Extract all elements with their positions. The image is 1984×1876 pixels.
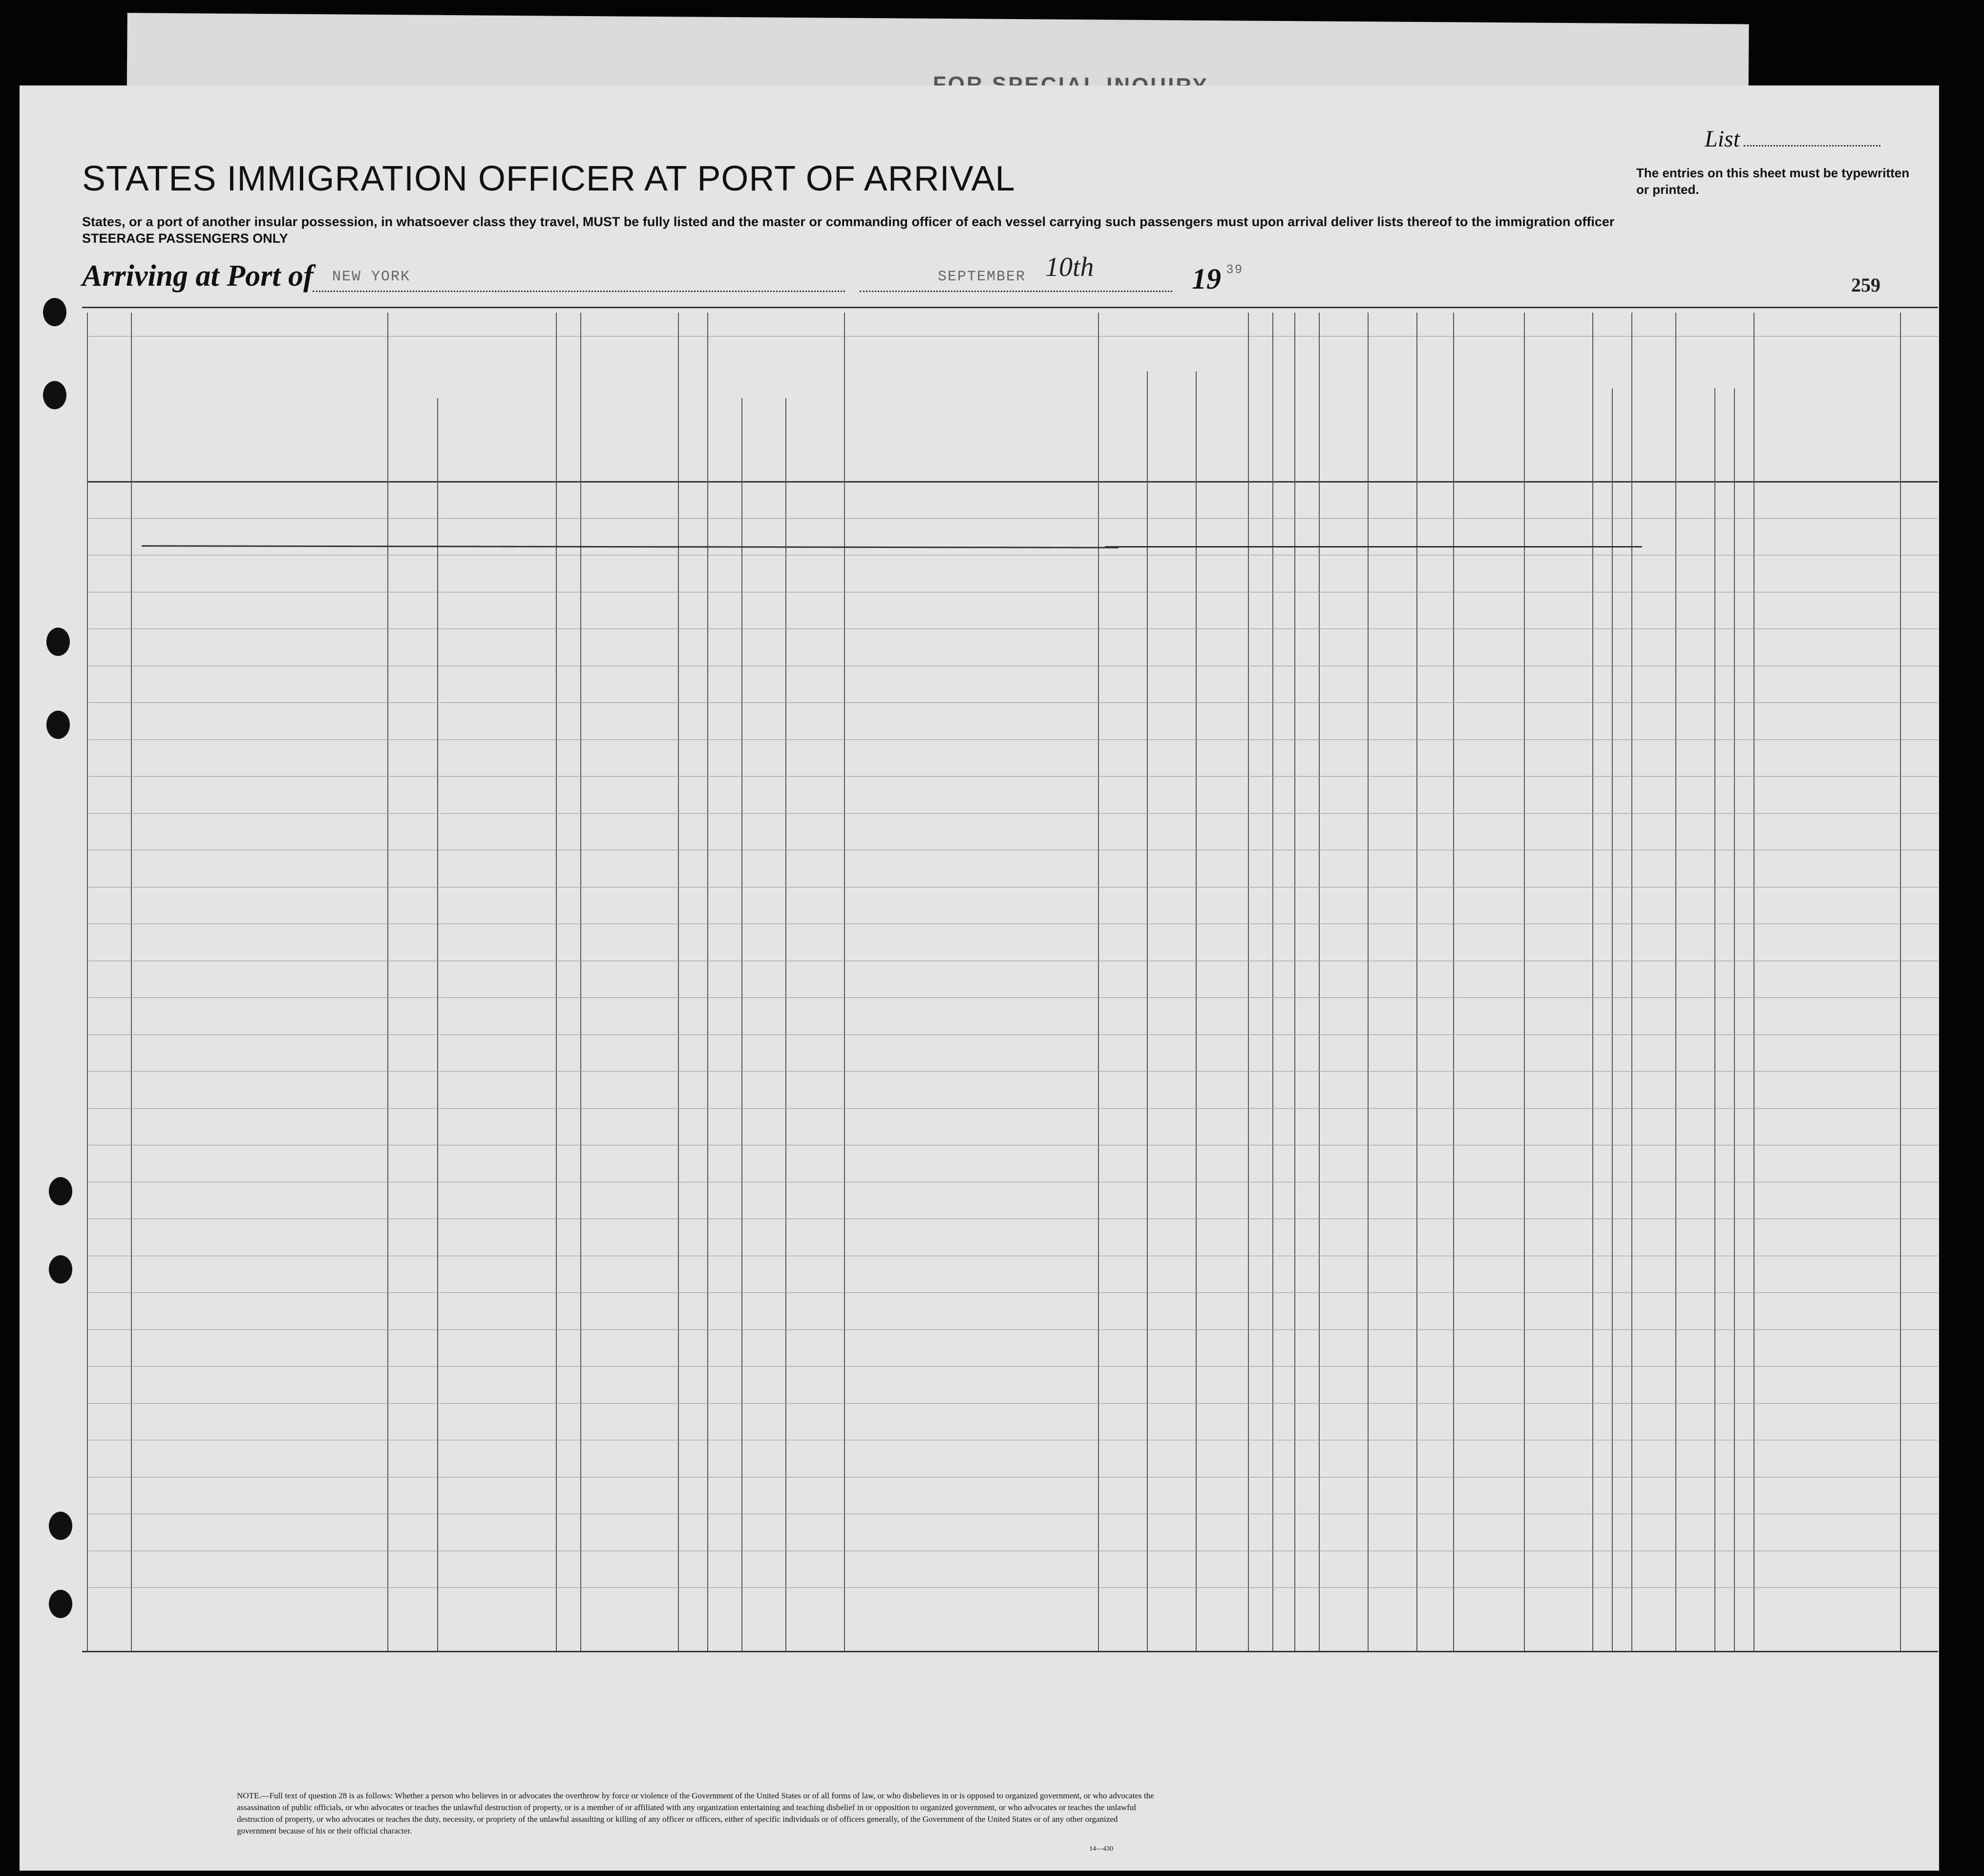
column-rule	[1098, 313, 1099, 1651]
row-rule	[87, 997, 1938, 998]
column-rule	[1272, 313, 1273, 1651]
column-rule	[1248, 313, 1249, 1651]
row-2-strikethrough	[142, 545, 1119, 548]
sub-column-rule	[785, 398, 786, 1651]
table-top-rule	[82, 307, 1938, 308]
year-prefix: 19	[1192, 263, 1221, 295]
column-rule	[387, 313, 388, 1651]
list-label: List	[1705, 126, 1880, 152]
row-2-strikethrough	[1105, 546, 1642, 548]
binder-hole	[43, 381, 66, 409]
row-rule	[87, 1108, 1938, 1109]
row-rule	[87, 1071, 1938, 1072]
row-rule	[87, 702, 1938, 703]
port-value: NEW YORK	[332, 269, 411, 285]
arriving-label: Arriving at Port of	[82, 259, 314, 293]
row-rule	[87, 1329, 1938, 1330]
header-bottom-rule	[87, 481, 1938, 483]
day-handwritten: 10th	[1045, 252, 1094, 282]
row-rule	[87, 1403, 1938, 1404]
column-rule	[1675, 313, 1676, 1651]
column-rule	[678, 313, 679, 1651]
column-rule	[1453, 313, 1454, 1651]
column-rule	[1368, 313, 1369, 1651]
row-rule	[87, 1292, 1938, 1293]
instructions-line-2: STEERAGE PASSENGERS ONLY	[82, 231, 288, 246]
sub-column-rule	[1147, 371, 1148, 1651]
binder-hole	[49, 1177, 72, 1205]
form-number: 14—430	[1089, 1845, 1113, 1853]
column-rule	[1416, 313, 1417, 1651]
column-rule	[1294, 313, 1295, 1651]
manifest-sheet	[20, 85, 1939, 1871]
date-line	[860, 291, 1172, 292]
month-value: SEPTEMBER	[938, 269, 1026, 285]
row-rule	[87, 1366, 1938, 1367]
column-rule	[131, 313, 132, 1651]
footnote: NOTE.—Full text of question 28 is as follows: Whether a person who believes in or advocates the overthrow by force or violence of the Government of the United States or of all forms of law, or who disbelieves in or is opposed to organized government, or who advocates the assassination of public officials, or who advocates or teaches the unlawful destruction of property, or is a member of or affiliated with any organization entertaining and teaching disbelief in or opposition to organized government, or who advocates or teaches the unlawful destruction of property, or who advocates or teaches the duty, necessity, or propriety of the unlawful assaulting or killing of any officer or officers, either of specific individuals or of officers generally, of the Government of the United States or of any other organized government because of his or their official character.	[237, 1791, 1154, 1835]
row-rule	[87, 518, 1938, 519]
row-rule	[87, 1587, 1938, 1588]
typewritten-note: The entries on this sheet must be typewritten or printed.	[1636, 166, 1910, 197]
column-rule	[1631, 313, 1632, 1651]
page-title: STATES IMMIGRATION OFFICER AT PORT OF ARRIVAL	[82, 159, 1015, 198]
row-rule	[87, 813, 1938, 814]
column-rule	[707, 313, 708, 1651]
column-rule	[1319, 313, 1320, 1651]
column-rule	[1592, 313, 1593, 1651]
column-rule	[580, 313, 581, 1651]
year-suffix: 39	[1226, 262, 1244, 277]
binder-hole	[49, 1590, 72, 1618]
row-rule	[87, 739, 1938, 740]
column-rule	[1524, 313, 1525, 1651]
binder-hole	[49, 1255, 72, 1284]
column-rule	[844, 313, 845, 1651]
column-number-rule	[87, 336, 1938, 337]
sub-column-rule	[1714, 388, 1715, 1651]
column-rule	[1753, 313, 1754, 1651]
row-rule	[87, 776, 1938, 777]
page-number: 259	[1851, 274, 1880, 296]
column-rule	[1900, 313, 1901, 1651]
column-rule	[87, 313, 88, 1651]
binder-hole	[46, 711, 70, 739]
sub-column-rule	[1734, 388, 1735, 1651]
sub-column-rule	[741, 398, 742, 1651]
binder-hole	[43, 298, 66, 326]
instructions-line-1: States, or a port of another insular possession, in whatsoever class they travel, MUST be fully listed and the master or commanding officer of each vessel carrying such passengers must upon arrival deliver lists thereof to the immigration officer	[82, 214, 1615, 229]
sub-column-rule	[437, 398, 438, 1651]
table-bottom-rule	[82, 1651, 1938, 1652]
instructions	[82, 213, 1614, 247]
sub-column-rule	[1196, 371, 1197, 1651]
column-rule	[556, 313, 557, 1651]
binder-hole	[46, 628, 70, 656]
sub-column-rule	[1612, 388, 1613, 1651]
binder-hole	[49, 1512, 72, 1540]
row-rule	[87, 1034, 1938, 1035]
port-line	[313, 291, 845, 292]
